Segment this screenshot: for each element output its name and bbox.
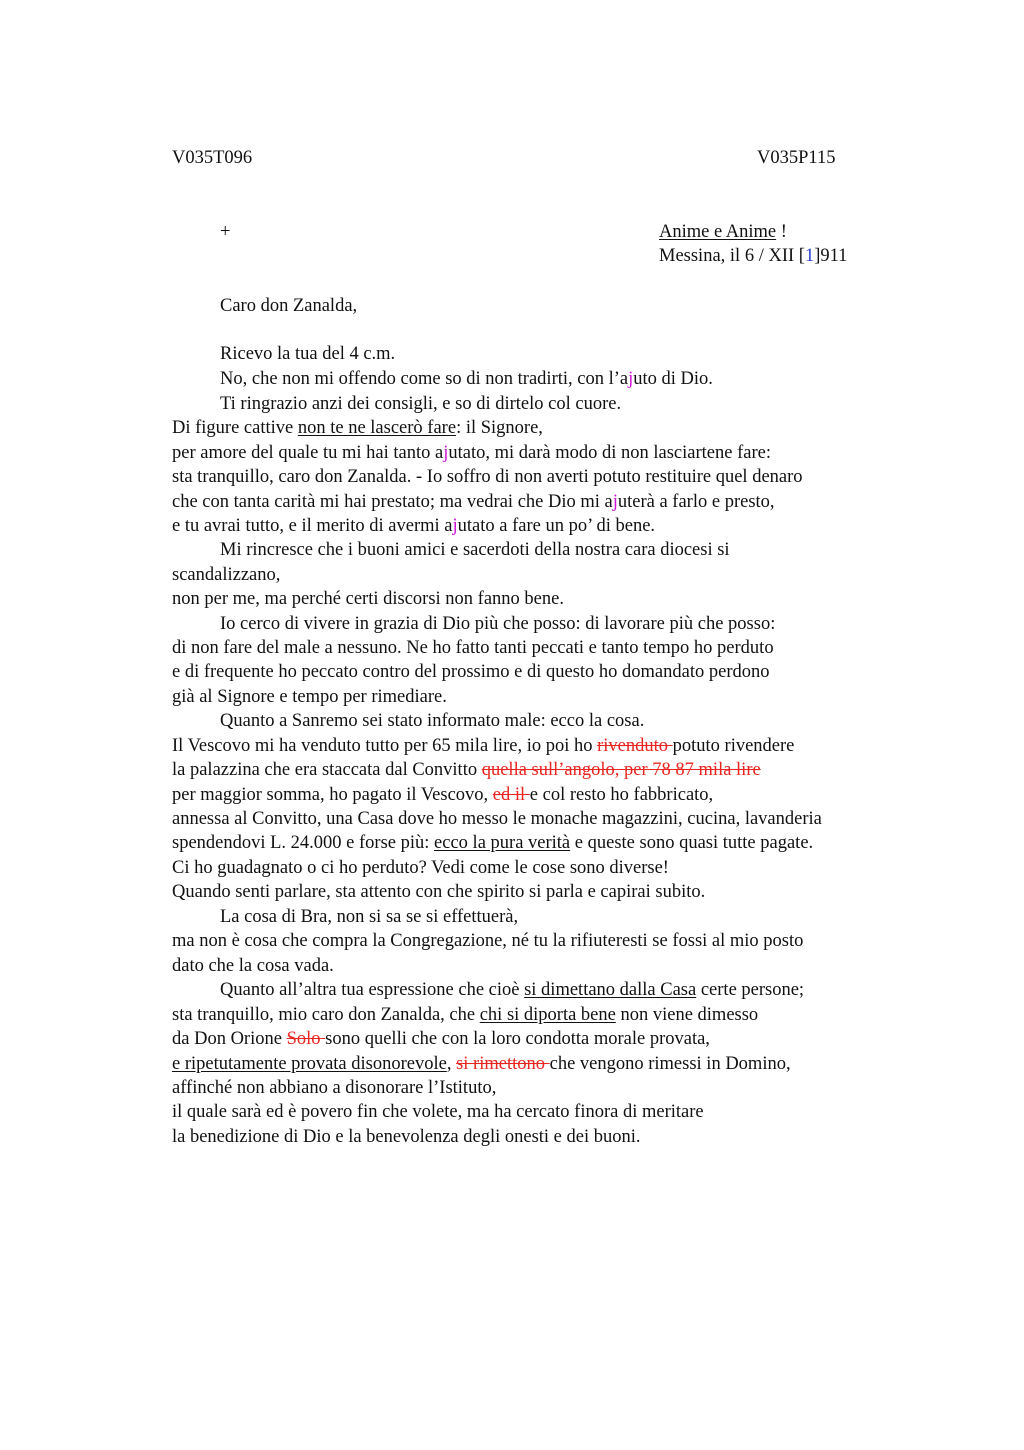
body-line-7 <box>172 490 775 514</box>
body-line-2 <box>220 367 713 391</box>
place-date-post: ]911 <box>814 246 848 266</box>
cross-symbol: + <box>220 222 231 242</box>
text-segment: non viene dimesso <box>615 1005 759 1025</box>
text-segment: : il Signore, <box>456 418 543 438</box>
text-segment: Di figure cattive <box>172 418 298 438</box>
document-code-left: V035T096 <box>172 148 253 168</box>
body-line-25: ma non è cosa che compra la Congregazione, né tu la rifiuteresti se fossi al mio posto <box>172 931 804 951</box>
body-line-8 <box>172 514 655 538</box>
body-line-10: scandalizzano, <box>172 565 281 585</box>
text-segment: utato a fare un po’ di bene. <box>457 516 656 536</box>
body-line-16: Quanto a Sanremo sei stato informato male: ecco la cosa. <box>220 711 645 731</box>
body-line-31: affinché non abbiano a disonorare l’Istituto, <box>172 1078 497 1098</box>
motto <box>659 220 787 244</box>
text-segment: e col resto ho fabbricato, <box>529 785 714 805</box>
body-line-20: annessa al Convitto, una Casa dove ho messo le monache magazzini, cucina, lavanderia <box>172 809 822 829</box>
salutation: Caro don Zanalda, <box>220 296 358 316</box>
text-segment: Quanto all’altra tua espressione che cioè <box>220 980 525 1000</box>
body-line-11: non per me, ma perché certi discorsi non fanno bene. <box>172 589 564 609</box>
body-line-13: di non fare del male a nessuno. Ne ho fatto tanti peccati e tanto tempo ho perduto <box>172 638 774 658</box>
body-line-12: Io cerco di vivere in grazia di Dio più che posso: di lavorare più che posso: <box>220 614 776 634</box>
body-line-4 <box>172 416 543 440</box>
body-line-1: Ricevo la tua del 4 c.m. <box>220 344 396 364</box>
underlined-text: ecco la pura verità <box>434 833 571 853</box>
body-line-24: La cosa di Bra, non si sa se si effettuerà, <box>220 907 519 927</box>
body-line-9: Mi rincresce che i buoni amici e sacerdoti della nostra cara diocesi si <box>220 540 730 560</box>
body-line-14: e di frequente ho peccato contro del prossimo e di questo ho domandato perdono <box>172 662 770 682</box>
body-line-27 <box>220 978 804 1002</box>
editorial-letter: j <box>443 443 449 463</box>
body-line-32: il quale sarà ed è povero fin che volete, ma ha cercato finora di meritare <box>172 1102 704 1122</box>
text-segment: per amore del quale tu mi hai tanto a <box>172 443 444 463</box>
text-segment: potuto rivendere <box>672 736 795 756</box>
editorial-letter: j <box>628 369 634 389</box>
text-segment: la palazzina che era staccata dal Convitto <box>172 760 482 780</box>
text-segment: uto di Dio. <box>633 369 713 389</box>
underlined-text: si dimettano dalla Casa <box>524 980 697 1000</box>
motto-text: Anime e Anime <box>659 222 777 242</box>
deleted-text: ed il <box>492 785 530 805</box>
text-segment: sta tranquillo, mio caro don Zanalda, che <box>172 1005 480 1025</box>
deleted-text: Solo <box>286 1029 326 1049</box>
editorial-letter: j <box>452 516 458 536</box>
body-line-22: Ci ho guadagnato o ci ho perduto? Vedi come le cose sono diverse! <box>172 858 669 878</box>
body-line-18 <box>172 758 761 782</box>
text-segment: No, che non mi offendo come so di non tradirti, con l’a <box>220 369 629 389</box>
place-date-editorial-digit: 1 <box>804 246 815 266</box>
underlined-text: e ripetutamente provata disonorevole <box>172 1054 447 1074</box>
deleted-text: rivenduto <box>597 736 673 756</box>
text-segment: uterà a farlo e presto, <box>617 492 775 512</box>
text-segment: certe persone; <box>696 980 805 1000</box>
text-segment: da Don Orione <box>172 1029 287 1049</box>
body-line-21 <box>172 831 813 855</box>
body-line-17 <box>172 734 794 758</box>
body-line-30 <box>172 1052 791 1076</box>
body-line-23: Quando senti parlare, sta attento con che spirito si parla e capirai subito. <box>172 882 706 902</box>
underlined-text: non te ne lascerò fare <box>297 418 457 438</box>
body-line-33: la benedizione di Dio e la benevolenza degli onesti e dei buoni. <box>172 1127 641 1147</box>
text-segment: Il Vescovo mi ha venduto tutto per 65 mila lire, io poi ho <box>172 736 598 756</box>
underlined-text: chi si diporta bene <box>479 1005 616 1025</box>
body-line-3: Ti ringrazio anzi dei consigli, e so di dirtelo col cuore. <box>220 394 622 414</box>
text-segment: che vengono rimessi in Domino, <box>549 1054 791 1074</box>
editorial-letter: j <box>612 492 618 512</box>
text-segment: per maggior somma, ho pagato il Vescovo, <box>172 785 493 805</box>
place-date <box>659 244 847 268</box>
text-segment: , <box>446 1054 457 1074</box>
body-line-28 <box>172 1003 758 1027</box>
body-line-29 <box>172 1027 710 1051</box>
body-line-5 <box>172 441 771 465</box>
body-line-26: dato che la cosa vada. <box>172 956 334 976</box>
place-date-pre: Messina, il 6 / XII [ <box>659 246 805 266</box>
body-line-19 <box>172 783 713 807</box>
body-line-6: sta tranquillo, caro don Zanalda. - Io soffro di non averti potuto restituire quel denaro <box>172 467 803 487</box>
text-segment: utato, mi darà modo di non lasciartene fare: <box>448 443 771 463</box>
text-segment: spendendovi L. 24.000 e forse più: <box>172 833 435 853</box>
deleted-text: si rimettono <box>456 1054 550 1074</box>
document-code-right: V035P115 <box>757 148 836 168</box>
deleted-text: quella sull’angolo, per 78 87 mila lire <box>481 760 761 780</box>
motto-suffix: ! <box>776 222 787 242</box>
text-segment: e queste sono quasi tutte pagate. <box>570 833 814 853</box>
text-segment: che con tanta carità mi hai prestato; ma vedrai che Dio mi a <box>172 492 613 512</box>
text-segment: e tu avrai tutto, e il merito di avermi a <box>172 516 453 536</box>
text-segment: sono quelli che con la loro condotta morale provata, <box>325 1029 710 1049</box>
body-line-15: già al Signore e tempo per rimediare. <box>172 687 447 707</box>
